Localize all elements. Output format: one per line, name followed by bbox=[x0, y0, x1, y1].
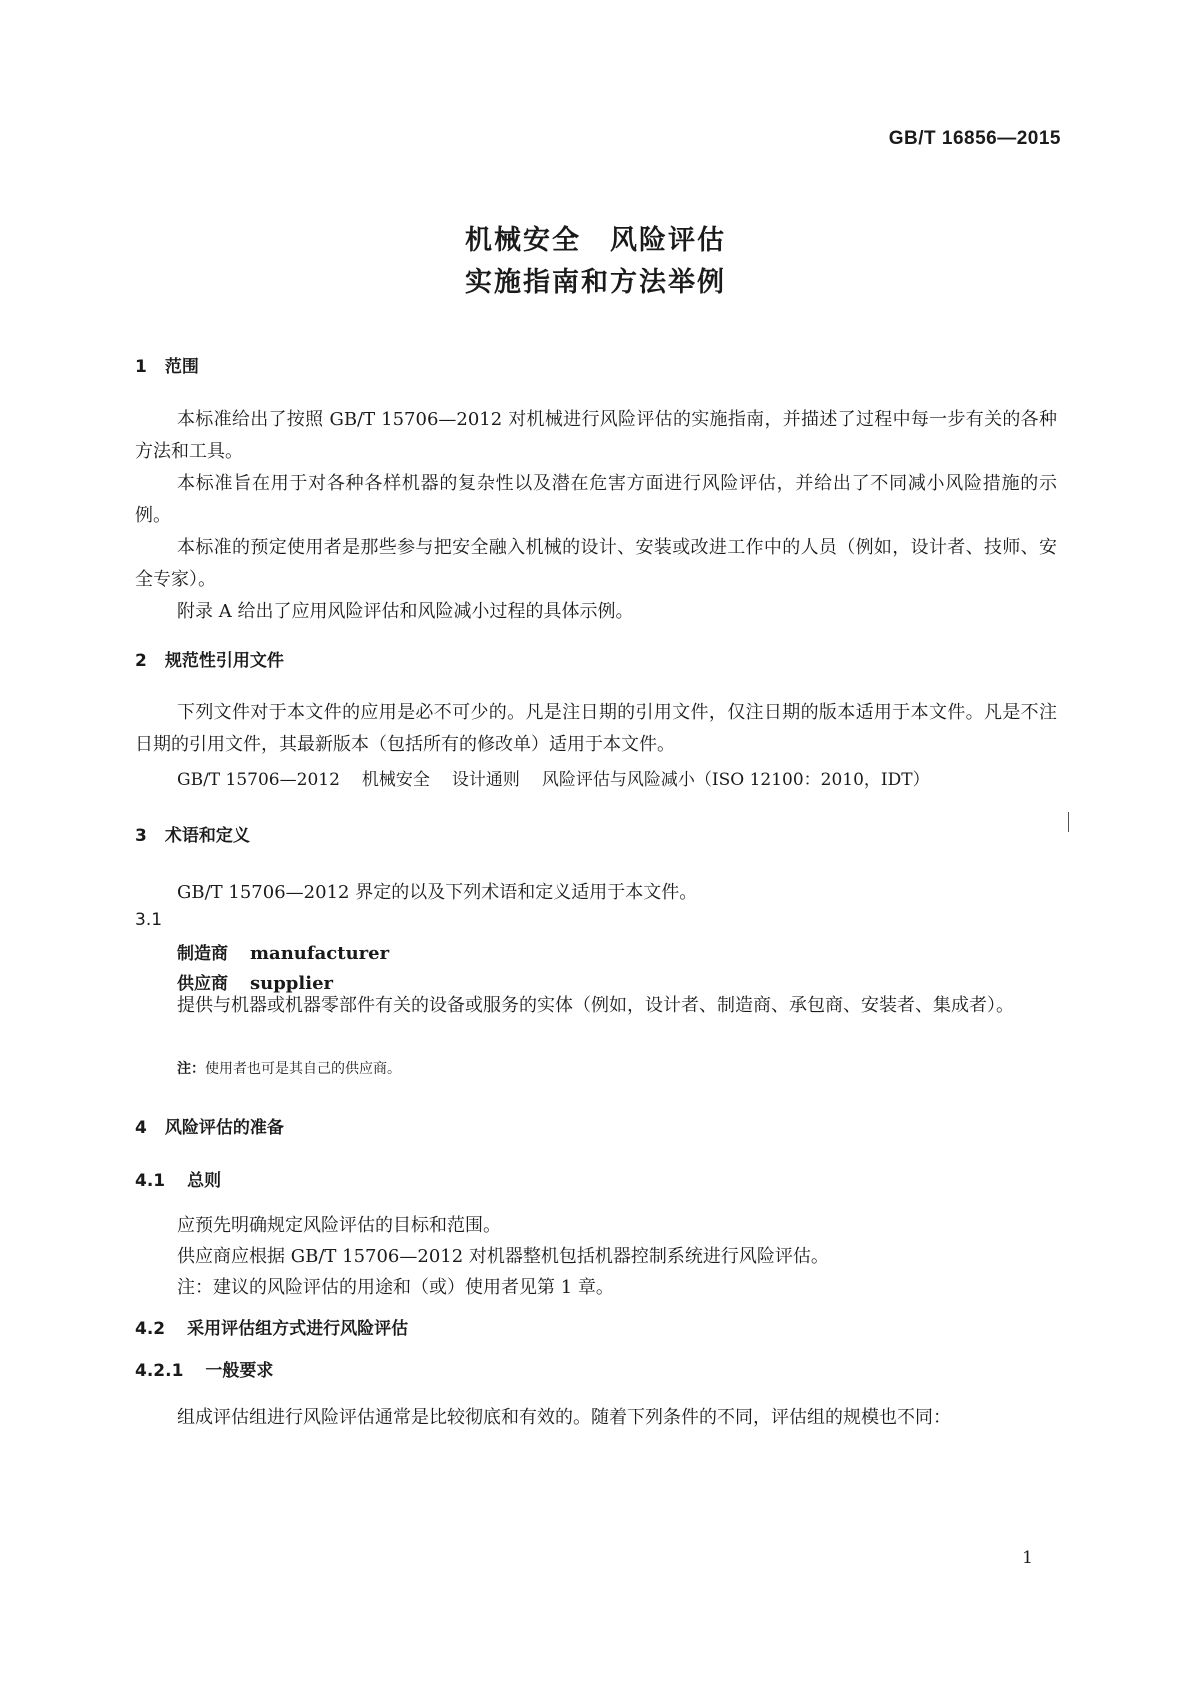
section-4-2-heading bbox=[135, 1314, 408, 1339]
section-1-body bbox=[135, 404, 1057, 628]
change-bar bbox=[1068, 812, 1069, 832]
section-number: 2 bbox=[135, 651, 147, 671]
section-title: 规范性引用文件 bbox=[164, 651, 284, 671]
paragraph: 下列文件对于本文件的应用是必不可少的。凡是注日期的引用文件，仅注日期的版本适用于本文件。凡是不注日期的引用文件，其最新版本（包括所有的修改单）适用于本文件。 bbox=[135, 702, 1057, 755]
term-en: manufacturer bbox=[250, 943, 390, 964]
term-zh: 供应商 bbox=[177, 974, 228, 994]
section-1-heading bbox=[135, 352, 199, 377]
paragraph: 本标准的预定使用者是那些参与把安全融入机械的设计、安装或改进工作中的人员（例如，设计者、技师、安全专家）。 bbox=[135, 537, 1057, 590]
section-number: 4.1 bbox=[135, 1171, 166, 1191]
section-2-heading bbox=[135, 646, 284, 671]
section-3-heading bbox=[135, 821, 250, 846]
section-title: 术语和定义 bbox=[164, 826, 250, 846]
section-number: 4.2.1 bbox=[135, 1361, 184, 1381]
section-number: 1 bbox=[135, 357, 147, 377]
reference-title-part: 设计通则 bbox=[451, 770, 520, 790]
section-4-1-line: 供应商应根据 GB/T 15706—2012 对机器整机包括机器控制系统进行风险评估。 bbox=[177, 1246, 829, 1267]
section-title: 总则 bbox=[187, 1171, 222, 1191]
term-entry-manufacturer bbox=[177, 939, 389, 964]
document-title-line2: 实施指南和方法举例 bbox=[465, 267, 726, 298]
section-4-heading bbox=[135, 1113, 284, 1138]
reference-code: GB/T 15706—2012 bbox=[177, 770, 340, 790]
note-label: 注： bbox=[177, 1061, 205, 1077]
paragraph: 提供与机器或机器零部件有关的设备或服务的实体（例如，设计者、制造商、承包商、安装者、集成者）。 bbox=[177, 995, 1014, 1016]
section-number: 3 bbox=[135, 826, 147, 846]
section-title: 风险评估的准备 bbox=[164, 1118, 284, 1138]
paragraph: 附录 A 给出了应用风险评估和风险减小过程的具体示例。 bbox=[177, 601, 634, 622]
section-4-2-1-heading bbox=[135, 1356, 273, 1381]
page-number: 1 bbox=[1022, 1548, 1033, 1568]
section-4-1-line: 应预先明确规定风险评估的目标和范围。 bbox=[177, 1215, 501, 1236]
section-number: 4.2 bbox=[135, 1319, 166, 1339]
section-2-body bbox=[135, 697, 1057, 761]
note-text: 使用者也可是其自己的供应商。 bbox=[205, 1061, 401, 1077]
reference-title-part: 风险评估与风险减小（ISO 12100：2010，IDT） bbox=[541, 770, 930, 790]
term-note bbox=[177, 1058, 401, 1078]
paragraph: 本标准旨在用于对各种各样机器的复杂性以及潜在危害方面进行风险评估，并给出了不同减小风险措施的示例。 bbox=[135, 473, 1057, 526]
term-en: supplier bbox=[250, 973, 334, 994]
paragraph: 本标准给出了按照 GB/T 15706—2012 对机械进行风险评估的实施指南，并描述了过程中每一步有关的各种方法和工具。 bbox=[135, 409, 1057, 462]
section-4-1-note: 注：建议的风险评估的用途和（或）使用者见第 1 章。 bbox=[177, 1277, 614, 1298]
section-number: 4 bbox=[135, 1118, 147, 1138]
term-definition bbox=[135, 990, 1057, 1022]
document-title-line1: 机械安全 风险评估 bbox=[465, 225, 726, 256]
section-title: 一般要求 bbox=[205, 1361, 274, 1381]
term-number: 3.1 bbox=[135, 910, 163, 930]
section-4-2-1-line: 组成评估组进行风险评估通常是比较彻底和有效的。随着下列条件的不同，评估组的规模也不同： bbox=[177, 1407, 951, 1428]
term-zh: 制造商 bbox=[177, 944, 228, 964]
section-3-intro: GB/T 15706—2012 界定的以及下列术语和定义适用于本文件。 bbox=[177, 882, 698, 903]
section-title: 范围 bbox=[164, 357, 199, 377]
section-title: 采用评估组方式进行风险评估 bbox=[187, 1319, 409, 1339]
standard-code: GB/T 16856—2015 bbox=[888, 128, 1061, 149]
normative-reference bbox=[177, 765, 930, 790]
reference-title-part: 机械安全 bbox=[361, 770, 430, 790]
section-4-1-heading bbox=[135, 1166, 221, 1191]
